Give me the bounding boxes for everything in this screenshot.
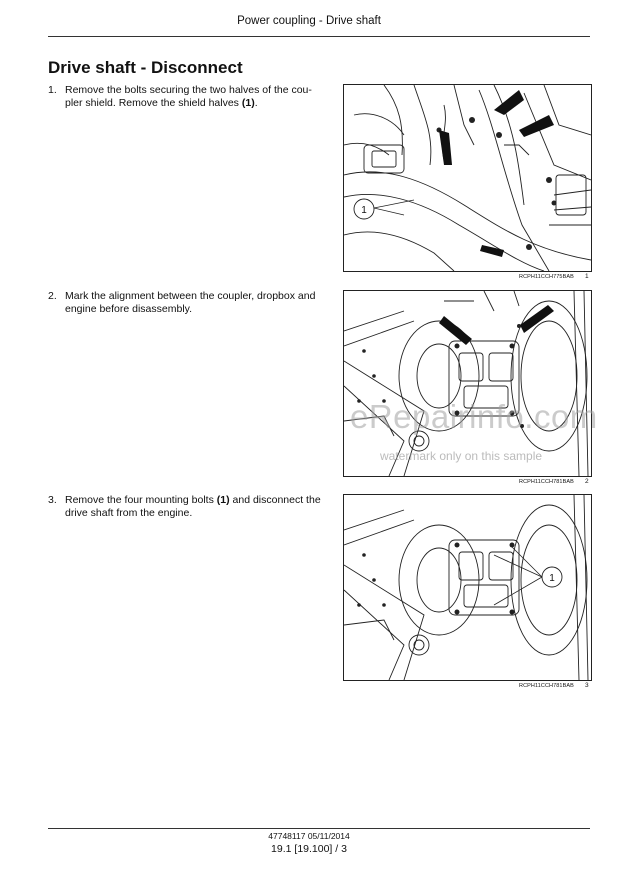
callout-number: 1 bbox=[549, 573, 555, 584]
figure-code: RCPH11CCH781BAB bbox=[519, 683, 574, 689]
step-number: 3. bbox=[48, 494, 57, 506]
step-line: engine before disassembly. bbox=[65, 303, 193, 315]
figure-number: 2 bbox=[585, 478, 589, 485]
figure-number: 3 bbox=[585, 682, 589, 689]
header-rule bbox=[48, 36, 590, 37]
watermark-logo: eRepairinfo.com bbox=[350, 398, 598, 435]
step-line: Remove the four mounting bolts (1) and disconnect the bbox=[65, 494, 321, 506]
running-header: Power coupling - Drive shaft bbox=[237, 15, 381, 27]
footer-rule bbox=[48, 828, 590, 829]
step-line: Remove the bolts securing the two halves of the cou- bbox=[65, 84, 312, 96]
section-title: Drive shaft - Disconnect bbox=[48, 58, 243, 77]
step-number: 1. bbox=[48, 84, 57, 96]
figure-1-illustration bbox=[343, 84, 592, 272]
step-text bbox=[65, 290, 323, 316]
figure-3-illustration bbox=[343, 494, 592, 681]
step-text bbox=[65, 494, 323, 520]
step-line: pler shield. Remove the shield halves (1). bbox=[65, 97, 258, 109]
callout-ref: (1) bbox=[241, 97, 255, 109]
step-number: 2. bbox=[48, 290, 57, 302]
step-text bbox=[65, 84, 323, 110]
step-line: drive shaft from the engine. bbox=[65, 507, 193, 519]
figure-number: 1 bbox=[585, 273, 589, 280]
figure-code: RCPH11CCH775BAB bbox=[519, 274, 574, 280]
callout-ref: (1) bbox=[216, 494, 230, 506]
step-line: Mark the alignment between the coupler, dropbox and bbox=[65, 290, 316, 302]
watermark-caption: watermark only on this sample bbox=[380, 449, 543, 463]
footer-document-id: 47748117 05/11/2014 bbox=[268, 831, 350, 841]
callout-number: 1 bbox=[361, 205, 367, 216]
figure-code: RCPH11CCH781BAB bbox=[519, 479, 574, 485]
footer-page-number: 19.1 [19.100] / 3 bbox=[271, 843, 347, 855]
